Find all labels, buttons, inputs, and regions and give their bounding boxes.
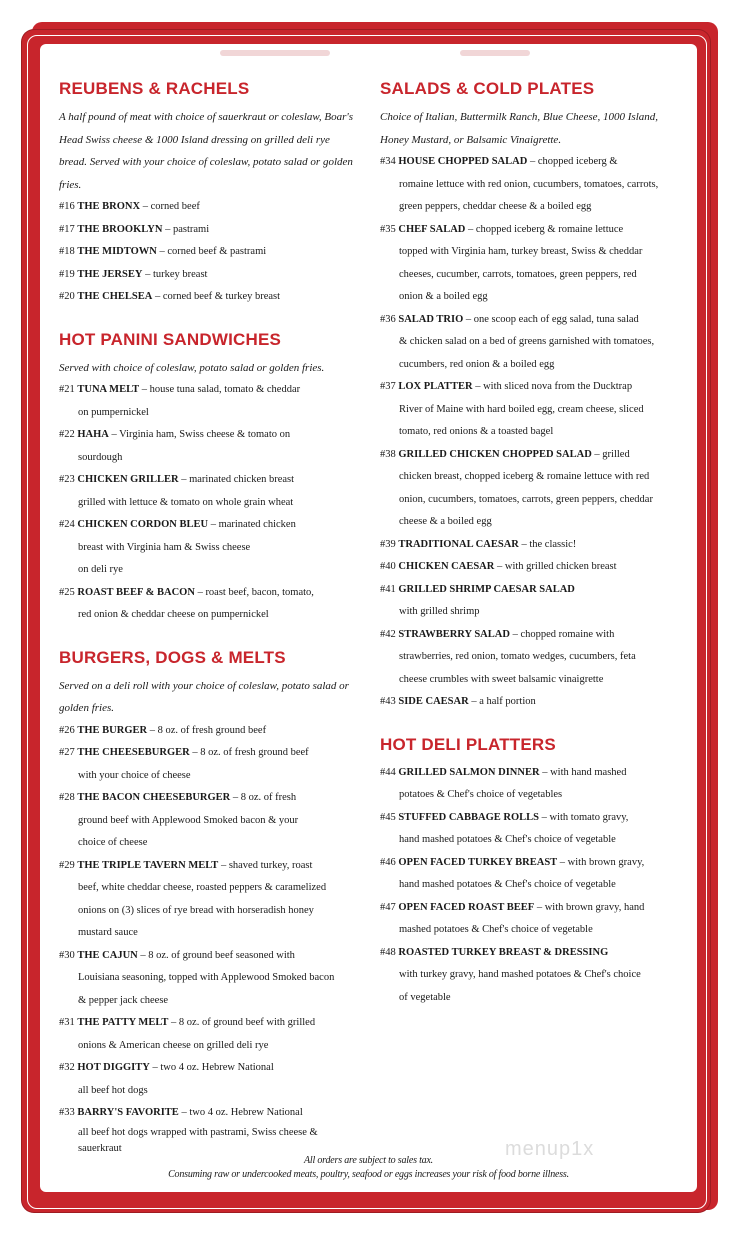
item-description: – two 4 oz. Hebrew National	[178, 1107, 303, 1118]
item-name: THE BACON CHEESEBURGER	[77, 792, 231, 803]
item-name: THE TRIPLE TAVERN MELT	[77, 859, 219, 871]
item-number: #18	[59, 246, 75, 257]
item-number: #32	[59, 1062, 75, 1073]
menu-item	[59, 1102, 359, 1157]
section-title: REUBENS & RACHELS	[59, 79, 250, 98]
menu-section-hot-panini	[59, 329, 359, 647]
item-name: ROAST BEEF & BACON	[77, 586, 195, 598]
item-number: #36	[380, 313, 396, 325]
item-number: #16	[59, 201, 75, 212]
item-name: THE CHELSEA	[77, 291, 153, 302]
item-number: #34	[380, 156, 396, 167]
item-description-continued: beef, white cheddar cheese, roasted peppers & caramelized	[78, 882, 327, 893]
item-description: – chopped iceberg &	[527, 156, 618, 167]
item-number: #19	[59, 268, 75, 280]
menu-item	[59, 219, 359, 242]
footer-tax-note: All orders are subject to sales tax.	[304, 1155, 433, 1166]
menu-item	[59, 1057, 359, 1102]
item-description: – 8 oz. of ground beef with grilled	[168, 1017, 316, 1028]
item-name: OPEN FACED ROAST BEEF	[398, 901, 535, 913]
item-description-continued: of vegetable	[399, 991, 451, 1003]
item-name: THE CAJUN	[77, 949, 138, 961]
item-number: #43	[380, 696, 396, 707]
item-description: – 8 oz. of fresh ground beef	[189, 747, 309, 758]
item-description-continued: topped with Virginia ham, turkey breast, Swiss & cheddar	[399, 246, 643, 257]
item-number: #39	[380, 538, 396, 550]
item-description: – turkey breast	[142, 268, 208, 280]
item-name: GRILLED CHICKEN CHOPPED SALAD	[398, 448, 592, 460]
item-description-continued: cheese crumbles with sweet balsamic vinaigrette	[399, 673, 604, 685]
item-description-continued: cheese & a boiled egg	[399, 516, 492, 527]
item-description: – with hand mashed	[539, 766, 627, 778]
item-name: BARRY'S FAVORITE	[77, 1107, 179, 1118]
item-description-continued: with your choice of cheese	[78, 769, 191, 781]
item-description-continued: green peppers, cheddar cheese & a boiled egg	[399, 201, 592, 212]
item-description-continued: sourdough	[78, 451, 123, 463]
menu-item	[59, 424, 359, 469]
item-description: – roast beef, bacon, tomato,	[194, 586, 314, 598]
menu-item	[59, 514, 359, 582]
item-number: #38	[380, 448, 396, 460]
item-description-continued: onion, cucumbers, tomatoes, carrots, green peppers, cheddar	[399, 493, 653, 505]
item-description-continued: onions & American cheese on grilled deli rye	[78, 1039, 269, 1051]
item-number: #41	[380, 583, 396, 595]
menu-item	[380, 556, 680, 579]
menu-item	[380, 624, 680, 692]
item-description-continued: River of Maine with hard boiled egg, cream cheese, sliced	[399, 403, 644, 415]
item-description: – with sliced nova from the Ducktrap	[472, 381, 633, 392]
item-name: CHICKEN CORDON BLEU	[77, 519, 209, 530]
item-description-continued: & pepper jack cheese	[78, 994, 169, 1006]
item-number: #30	[59, 949, 75, 961]
menu-item	[380, 691, 680, 714]
item-description: – with brown gravy,	[557, 856, 645, 868]
item-name: SALAD TRIO	[398, 313, 464, 325]
section-title: BURGERS, DOGS & MELTS	[59, 647, 286, 667]
right-column	[380, 78, 680, 1009]
item-description-continued: onions on (3) slices of rye bread with horseradish honey	[78, 904, 314, 916]
menu-item	[59, 720, 359, 743]
item-description: – 8 oz. of fresh	[230, 792, 297, 803]
item-description-continued: red onion & cheddar cheese on pumpernickel	[78, 609, 269, 620]
item-name: THE BURGER	[77, 724, 148, 736]
menu-item	[59, 582, 359, 627]
item-name: SIDE CAESAR	[398, 696, 469, 707]
item-description: – two 4 oz. Hebrew National	[149, 1062, 274, 1073]
menu-item	[380, 309, 680, 377]
item-description-continued: Louisiana seasoning, topped with Applewood Smoked bacon	[78, 972, 335, 983]
item-description: – one scoop each of egg salad, tuna salad	[463, 313, 639, 325]
item-number: #35	[380, 223, 396, 235]
item-description: – marinated chicken breast	[178, 474, 295, 485]
menu-item	[380, 151, 680, 219]
item-name: THE JERSEY	[77, 268, 143, 280]
item-name: STUFFED CABBAGE ROLLS	[398, 811, 539, 823]
item-description-continued: hand mashed potatoes & Chef's choice of vegetable	[399, 879, 616, 890]
section-title: HOT DELI PLATTERS	[380, 734, 556, 754]
watermark-logo: menup1x	[505, 1138, 595, 1160]
item-description: – chopped romaine with	[509, 628, 615, 640]
item-description: – a half portion	[468, 696, 536, 707]
menu-item	[59, 787, 359, 855]
item-description-continued: romaine lettuce with red onion, cucumbers, tomatoes, carrots,	[399, 178, 659, 190]
left-column	[59, 78, 359, 1157]
menu-section-salads-cold-plates	[380, 78, 680, 734]
item-description-continued: breast with Virginia ham & Swiss cheese	[78, 541, 251, 553]
item-name: TUNA MELT	[77, 384, 140, 395]
item-name: CHICKEN CAESAR	[398, 561, 495, 572]
item-number: #22	[59, 429, 75, 440]
item-number: #33	[59, 1107, 75, 1118]
menu-item	[380, 219, 680, 309]
menu-item	[59, 196, 359, 219]
item-description: – corned beef & turkey breast	[152, 291, 281, 302]
menu-item	[59, 264, 359, 287]
item-number: #40	[380, 561, 396, 572]
section-title: HOT PANINI SANDWICHES	[59, 329, 282, 349]
item-description: – chopped iceberg & romaine lettuce	[465, 223, 624, 235]
item-name: THE BROOKLYN	[77, 223, 163, 235]
item-name: OPEN FACED TURKEY BREAST	[398, 856, 558, 868]
menu-item	[380, 534, 680, 557]
item-description: – pastrami	[162, 223, 210, 235]
item-name: HAHA	[77, 429, 109, 440]
item-name: HOT DIGGITY	[77, 1062, 150, 1073]
item-description-continued: & chicken salad on a bed of greens garnished with tomatoes,	[399, 336, 655, 347]
item-number: #37	[380, 381, 396, 392]
menu-item	[380, 807, 680, 852]
item-number: #20	[59, 291, 75, 302]
item-description-continued: ground beef with Applewood Smoked bacon & your	[78, 814, 299, 826]
item-description: – with grilled chicken breast	[494, 561, 617, 572]
item-number: #23	[59, 474, 75, 485]
item-number: #44	[380, 766, 396, 778]
menu-item	[59, 379, 359, 424]
menu-item	[380, 376, 680, 444]
menu-item	[59, 469, 359, 514]
item-description: – shaved turkey, roast	[218, 859, 313, 871]
menu-item	[59, 241, 359, 264]
item-description: – the classic!	[518, 538, 577, 550]
item-number: #26	[59, 724, 75, 736]
item-name: THE MIDTOWN	[77, 246, 157, 257]
menu-item	[59, 855, 359, 945]
item-description-continued: sauerkraut	[78, 1142, 122, 1154]
item-name: CHICKEN GRILLER	[77, 474, 179, 485]
item-description: – marinated chicken	[208, 519, 296, 530]
item-number: #17	[59, 223, 75, 235]
item-number: #27	[59, 747, 75, 758]
item-description: – with tomato gravy,	[539, 811, 629, 823]
item-description: – corned beef	[140, 201, 200, 212]
item-description-continued: cucumbers, red onion & a boiled egg	[399, 358, 555, 370]
item-description-continued: grilled with lettuce & tomato on whole grain wheat	[78, 496, 294, 508]
item-description-continued: on deli rye	[78, 564, 123, 575]
section-description: A half pound of meat with choice of sauerkraut or coleslaw, Boar's Head Swiss cheese & 1000 Island dressing on grilled deli rye bread. Served with your choice of coleslaw, potato salad or golden fries.	[59, 111, 354, 191]
section-spacer	[380, 714, 680, 734]
section-spacer	[59, 627, 359, 647]
section-spacer	[59, 309, 359, 329]
item-name: LOX PLATTER	[398, 381, 473, 392]
menu-item	[59, 945, 359, 1013]
item-description-continued: hand mashed potatoes & Chef's choice of vegetable	[399, 834, 616, 845]
item-description-continued: with turkey gravy, hand mashed potatoes & Chef's choice	[399, 969, 641, 980]
item-description: – house tuna salad, tomato & cheddar	[139, 384, 301, 395]
menu-item	[380, 762, 680, 807]
item-number: #24	[59, 519, 75, 530]
item-description-continued: on pumpernickel	[78, 406, 149, 418]
item-description: – 8 oz. of fresh ground beef	[147, 724, 267, 736]
menu-item	[380, 942, 680, 1010]
item-number: #46	[380, 856, 396, 868]
item-description-continued: onion & a boiled egg	[399, 291, 488, 302]
item-description: – corned beef & pastrami	[156, 246, 267, 257]
item-description-continued: all beef hot dogs wrapped with pastrami, Swiss cheese &	[78, 1126, 318, 1138]
menu-item	[59, 1012, 359, 1057]
menu-section-hot-deli-platters	[380, 734, 680, 1010]
item-number: #28	[59, 792, 75, 803]
item-number: #21	[59, 384, 75, 395]
menu-item	[380, 897, 680, 942]
item-description-continued: potatoes & Chef's choice of vegetables	[399, 789, 563, 800]
item-name: THE PATTY MELT	[77, 1017, 169, 1028]
menu-section-reubens-rachels	[59, 78, 359, 329]
item-number: #45	[380, 811, 396, 823]
item-number: #48	[380, 946, 396, 958]
menu-section-burgers-dogs-melts	[59, 647, 359, 1157]
section-description: Choice of Italian, Buttermilk Ranch, Blue Cheese, 1000 Island, Honey Mustard, or Balsamic Vinaigrette.	[380, 111, 659, 146]
item-number: #47	[380, 901, 396, 913]
menu-item	[59, 742, 359, 787]
menu-item	[380, 852, 680, 897]
item-description: – 8 oz. of ground beef seasoned with	[137, 949, 295, 961]
item-description-continued: mashed potatoes & Chef's choice of vegetable	[399, 924, 593, 935]
item-description-continued: choice of cheese	[78, 837, 148, 848]
item-description-continued: tomato, red onions & a toasted bagel	[399, 426, 554, 437]
item-name: TRADITIONAL CAESAR	[398, 538, 519, 550]
item-description-continued: cheeses, cucumber, carrots, tomatoes, green peppers, red	[399, 268, 637, 280]
item-number: #31	[59, 1017, 75, 1028]
faded-header-mark	[220, 50, 330, 56]
item-number: #25	[59, 586, 75, 598]
footer-health-warning: Consuming raw or undercooked meats, poultry, seafood or eggs increases your risk of food borne illness.	[168, 1169, 569, 1180]
section-description: Served with choice of coleslaw, potato salad or golden fries.	[59, 361, 325, 374]
item-name: ROASTED TURKEY BREAST & DRESSING	[398, 946, 609, 958]
menu-page	[40, 44, 697, 1192]
item-name: STRAWBERRY SALAD	[398, 628, 510, 640]
menu-item	[380, 579, 680, 624]
faded-header-mark	[460, 50, 530, 56]
item-description: – with brown gravy, hand	[534, 901, 645, 913]
item-number: #42	[380, 628, 396, 640]
menu-footer	[40, 1154, 697, 1182]
menu-item	[380, 444, 680, 534]
item-number: #29	[59, 859, 75, 871]
section-title: SALADS & COLD PLATES	[380, 79, 595, 98]
item-description-continued: mustard sauce	[78, 927, 138, 938]
item-name: GRILLED SHRIMP CAESAR SALAD	[398, 583, 575, 595]
section-description: Served on a deli roll with your choice of coleslaw, potato salad or golden fries.	[59, 679, 349, 714]
item-description-continued: strawberries, red onion, tomato wedges, cucumbers, feta	[399, 651, 636, 662]
item-description-continued: all beef hot dogs	[78, 1084, 148, 1096]
item-name: CHEF SALAD	[398, 223, 466, 235]
item-description: – grilled	[591, 448, 630, 460]
item-name: THE CHEESEBURGER	[77, 747, 190, 758]
menu-item	[59, 286, 359, 309]
item-description-continued: with grilled shrimp	[399, 606, 480, 617]
item-description: – Virginia ham, Swiss cheese & tomato on	[108, 429, 291, 440]
item-name: HOUSE CHOPPED SALAD	[398, 156, 528, 167]
item-name: THE BRONX	[77, 201, 141, 212]
item-name: GRILLED SALMON DINNER	[398, 766, 540, 778]
item-description-continued: chicken breast, chopped iceberg & romaine lettuce with red	[399, 471, 650, 482]
